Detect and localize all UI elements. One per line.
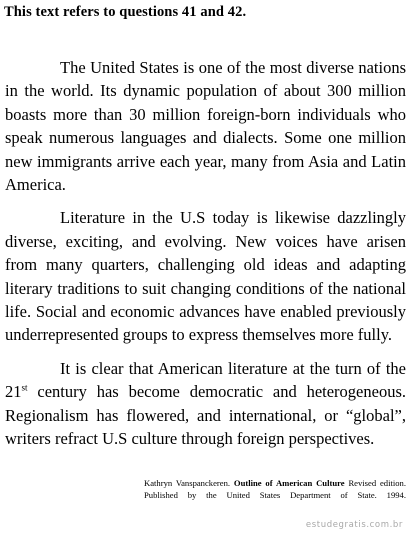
question-reference-heading: This text refers to questions 41 and 42.: [4, 4, 247, 20]
source-citation: [144, 477, 406, 501]
paragraph-diversity: The United States is one of the most diverse nations in the world. Its dynamic population of about 300 million boasts more than 30 million foreign-born individuals who speak numerous languages and dialects. Some one million new immigrants arrive each year, many from Asia and Latin America.: [5, 58, 406, 195]
site-watermark: estudegratis.com.br: [305, 520, 403, 530]
citation-details: Revised edition. Published by the United States Department of State. 1994.: [144, 478, 406, 501]
citation-author: Kathryn Vanspanckeren.: [144, 478, 231, 488]
paragraph-conclusion-end: century has become democratic and heterogeneous. Regionalism has flowered, and international, or “global”, writers refract U.S culture through foreign perspectives.: [5, 382, 406, 449]
ordinal-suffix: st: [21, 382, 28, 393]
citation-title: Outline of American Culture: [233, 478, 345, 488]
paragraph-conclusion: [5, 357, 406, 451]
article-text: [5, 56, 406, 451]
paragraph-conclusion-start: It is clear that American literature at the turn of the 21: [5, 358, 406, 402]
paragraph-literature: Literature in the U.S today is likewise dazzlingly diverse, exciting, and evolving. New voices have arisen from many quarters, challenging old ideas and adapting literary traditions to suit changing conditions of the national life. Social and economic advances have enabled previously underrepresented groups to express themselves more fully.: [5, 208, 406, 345]
